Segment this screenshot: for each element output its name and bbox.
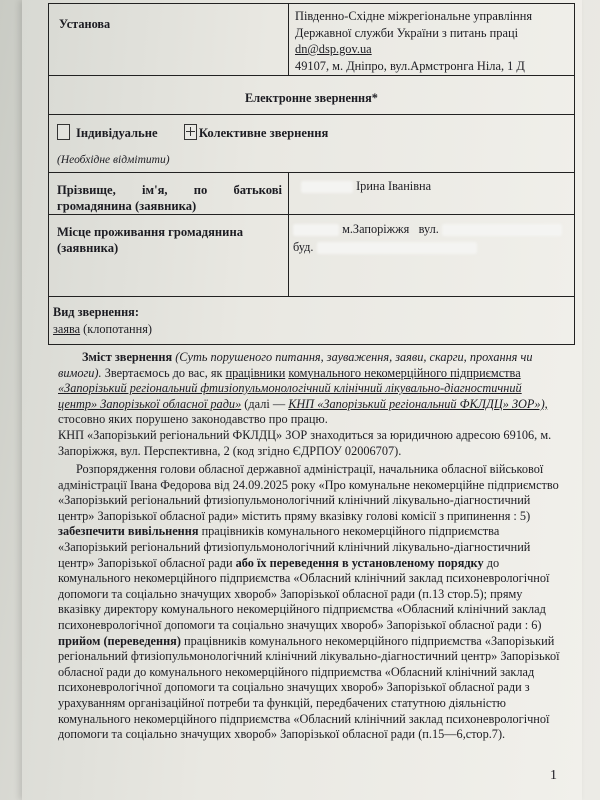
header-table [48, 3, 575, 345]
redacted-surname [301, 181, 353, 193]
redacted-region [293, 224, 339, 236]
document-page [22, 0, 582, 800]
collective-label: Колективне звернення [198, 126, 329, 140]
agency-details [295, 8, 570, 74]
p1-e: (далі — [244, 396, 286, 411]
appeal-type-note: (Необхідне відмітити) [57, 154, 170, 166]
request-kind-value: заява [53, 322, 81, 336]
p1-g: стосовно яких порушено законодавство про працю. [58, 412, 328, 427]
agency-label: Установа [59, 17, 111, 31]
p1-c: комунального некомерційного підприємства [288, 365, 521, 380]
request-kind [53, 304, 152, 338]
p3-b: забезпечити вивільнення [58, 524, 199, 539]
request-kind-rest: (клопотання) [80, 322, 152, 336]
p1-b: працівники [225, 365, 286, 380]
content-address-paragraph: КНП «Запорізький регіональний ФКЛДЦ» ЗОР знаходиться за юридичною адресою 69106, м. Запоріжжя, вул. Перспективна, 2 (код згідно ЄДРПОУ 02006707). [58, 427, 552, 458]
agency-email-link[interactable]: dn@dsp.gov.ua [295, 42, 372, 56]
p3-d: або їх переведення в установленому порядку [235, 555, 484, 570]
appeal-title: Електронне звернення* [245, 91, 378, 105]
individual-label: Індивідуальне [76, 126, 158, 140]
request-kind-label: Вид звернення: [53, 305, 139, 319]
residence-city: м.Запоріжжя [342, 222, 410, 236]
p3-g: працівників комунального некомерційного підприємства «Запорізький регіональний фтизіопульмонологічний клінічний лікувально-діагностичний центр» Запорізької обласної ради до комунального некомерційного підприємства «Обласний клінічний заклад психоневрологічної допомоги та соціально значущих хвороб» Запорізької обласної ради з урахуванням організаційної потреби та функцій, передбачених статутною діяльністю комунального некомерційного підприємства «Обласний клінічний заклад психоневрологічної допомоги та соціально значущих хвороб» Запорізької обласної ради (п.15—6,стор.7). [58, 633, 560, 742]
content-heading: Зміст звернення [82, 350, 173, 364]
agency-name-line2: Державної служби України з питань праці [295, 25, 519, 40]
agency-name-line1: Південно-Східне міжрегіональне управління [295, 9, 533, 23]
applicant-residence-label: Місце проживання громадянина (заявника) [57, 225, 243, 255]
content-heading-note: (Суть порушеного питання, зауваження, заяви, скарги, прохання чи вимоги). [58, 350, 533, 380]
content-main-paragraph [58, 462, 563, 743]
residence-street-prefix: вул. [418, 222, 439, 236]
p3-e: до комунального некомерційного підприємства «Обласний клінічний заклад психоневрологічної допомоги та соціально значущих хвороб» Запорізької обласної ради (п.13 стор.5); пряму вказівку директору комунального некомерційного підприємства «Обласний клінічний заклад психоневрологічної допомоги та соціально значущих хвороб» Запорізької обласної ради : 6) [58, 555, 550, 632]
p3-c: працівників комунального некомерційного підприємства «Запорізький регіональний фтизіопульмонологічний клінічний лікувально-діагностичний центр» Запорізької обласної ради [58, 524, 531, 570]
individual-checkbox[interactable] [57, 124, 70, 140]
residence-building-prefix: буд. [293, 240, 314, 254]
page-number: 1 [550, 768, 557, 783]
redacted-street [442, 224, 562, 236]
p1-f: КНП «Запорізький регіональний ФКЛДЦ» ЗОР»), [288, 396, 548, 411]
applicant-name-value: Ірина Іванівна [356, 179, 432, 193]
redacted-building [317, 242, 477, 254]
applicant-residence-value [293, 220, 568, 256]
applicant-name-label: Прізвище, ім'я, по батькові громадянина (заявника) [57, 183, 282, 213]
agency-address: 49107, м. Дніпро, вул.Армстронга Ніла, 1 Д [295, 58, 525, 73]
p3-f: прийом (переведення) [58, 633, 181, 648]
applicant-name-row [301, 178, 431, 194]
content-intro [58, 350, 563, 459]
appeal-type-row [57, 124, 328, 141]
p1-a: Звертаємось до вас, як [104, 365, 223, 380]
p3-a: Розпорядження голови обласної державної адміністрації, начальника обласної військової адміністрації Івана Федорова від 24.09.2025 року «Про комунальне некомерційне підприємство «Запорізький регіональний фтизіопульмонологічний клінічний лікувально-діагностичний центр» Запорізької обласної ради» містить пряму вказівку голові комісії з припинення : 5) [58, 462, 559, 523]
collective-checkbox[interactable] [184, 124, 197, 140]
p1-d: «Запорізький регіональний фтизіопульмонологічний клінічний лікувально-діагностичний центр» Запорізької обласної ради» [58, 381, 522, 411]
